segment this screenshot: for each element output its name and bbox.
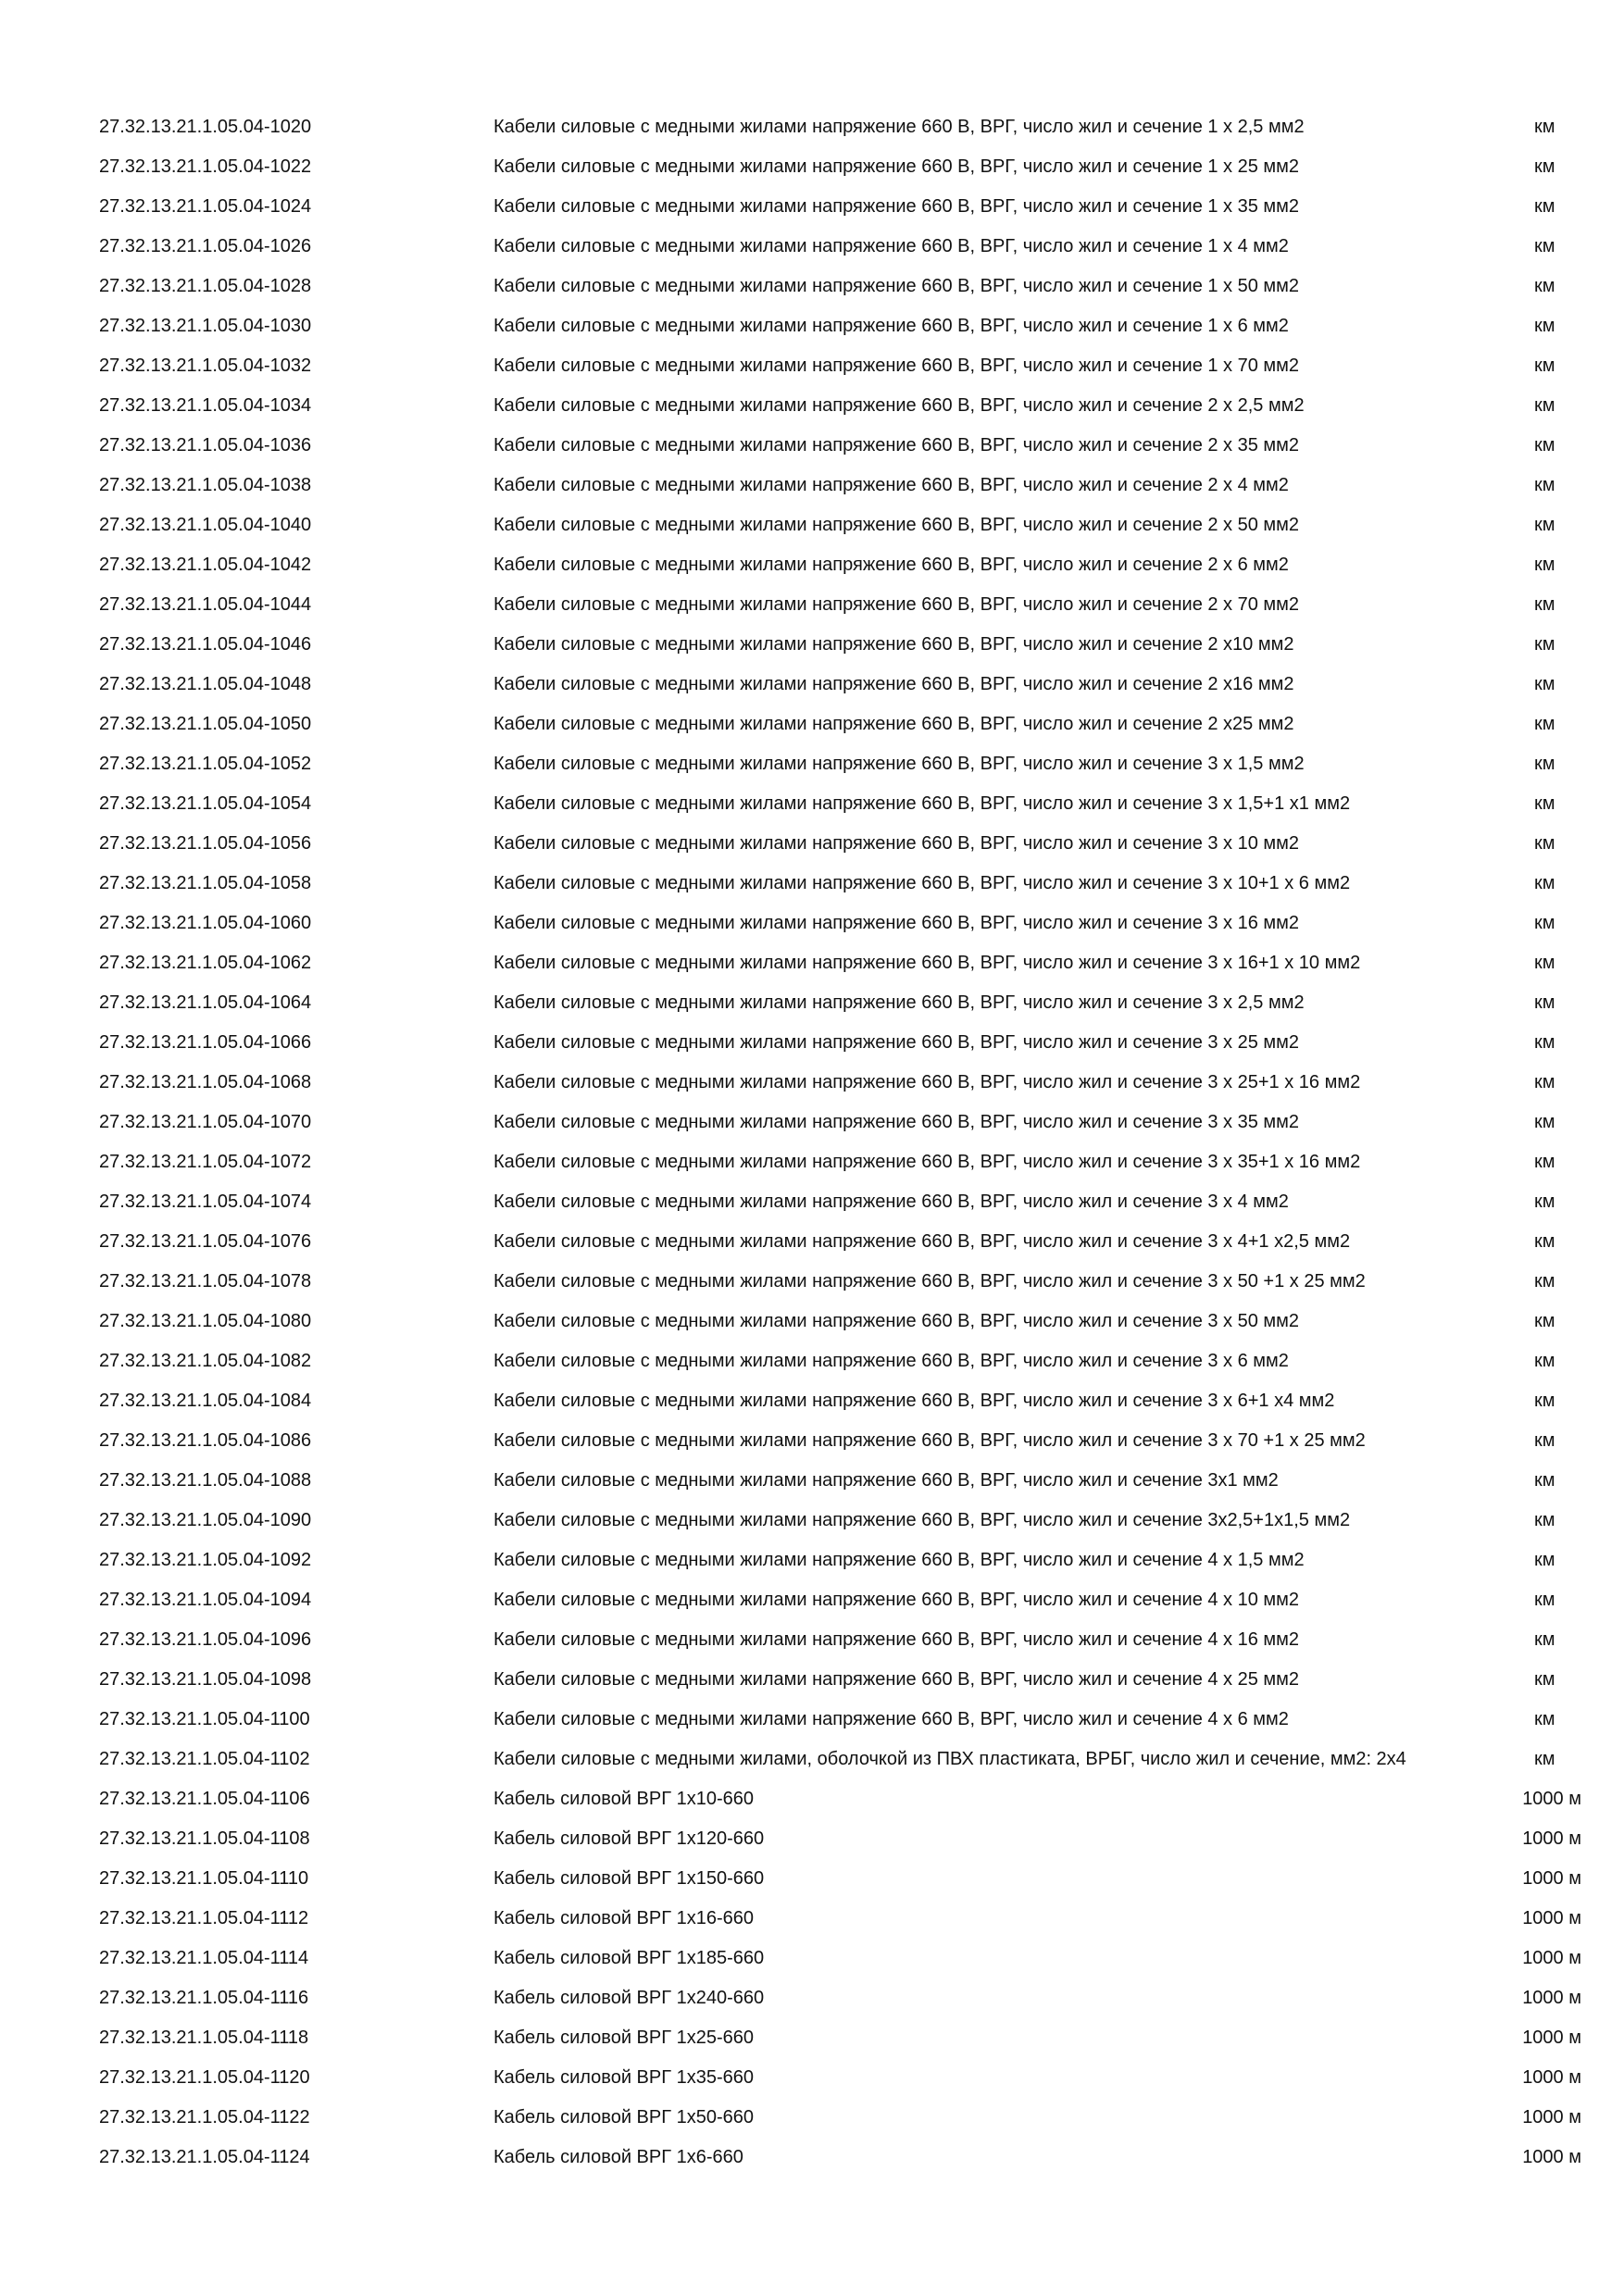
resource-code: 27.32.13.21.1.05.04-1096 [99,1628,312,1650]
resource-code: 27.32.13.21.1.05.04-1068 [99,1071,312,1092]
resource-code: 27.32.13.21.1.05.04-1118 [99,2027,309,2048]
table-row [0,1540,1624,1579]
unit-of-measure: км [1534,1469,1555,1491]
resource-code: 27.32.13.21.1.05.04-1092 [99,1549,312,1570]
table-row [0,2017,1624,2057]
resource-description: Кабель силовой ВРГ 1х25-660 [493,2027,755,2048]
unit-of-measure: км [1534,275,1555,296]
table-row [0,1858,1624,1898]
resource-code: 27.32.13.21.1.05.04-1094 [99,1589,312,1610]
table-row [0,982,1624,1022]
resource-description: Кабели силовые с медными жилами напряжение 660 В, ВРГ, число жил и сечение 3х1 мм2 [493,1469,1279,1491]
resource-description: Кабели силовые с медными жилами напряжение 660 В, ВРГ, число жил и сечение 2 х 70 мм2 [493,593,1300,615]
resource-code: 27.32.13.21.1.05.04-1116 [99,1987,309,2008]
resource-code: 27.32.13.21.1.05.04-1070 [99,1111,312,1132]
resource-description: Кабели силовые с медными жилами напряжение 660 В, ВРГ, число жил и сечение 3 х 70 +1 х 25 мм2 [493,1429,1366,1451]
resource-description: Кабель силовой ВРГ 1х6-660 [493,2146,743,2167]
table-row [0,664,1624,704]
table-row [0,1420,1624,1460]
unit-of-measure: км [1534,673,1555,694]
resource-description: Кабели силовые с медными жилами напряжение 660 В, ВРГ, число жил и сечение 2 х 6 мм2 [493,554,1289,575]
table-row [0,1380,1624,1420]
resource-code: 27.32.13.21.1.05.04-1044 [99,593,312,615]
resource-code: 27.32.13.21.1.05.04-1078 [99,1270,312,1292]
unit-of-measure: км [1534,1111,1555,1132]
resource-code: 27.32.13.21.1.05.04-1090 [99,1509,312,1530]
table-row [0,1500,1624,1540]
resource-description: Кабели силовые с медными жилами напряжение 660 В, ВРГ, число жил и сечение 4 х 10 мм2 [493,1589,1300,1610]
table-row [0,942,1624,982]
table-row [0,465,1624,505]
resource-code: 27.32.13.21.1.05.04-1064 [99,992,312,1013]
unit-of-measure: 1000 м [1522,2066,1581,2088]
unit-of-measure: км [1534,554,1555,575]
resource-code: 27.32.13.21.1.05.04-1020 [99,116,312,137]
resource-description: Кабели силовые с медными жилами напряжение 660 В, ВРГ, число жил и сечение 3 х 1,5 мм2 [493,753,1305,774]
table-row [0,425,1624,465]
resource-code: 27.32.13.21.1.05.04-1058 [99,872,312,893]
unit-of-measure: км [1534,1429,1555,1451]
resource-description: Кабели силовые с медными жилами напряжение 660 В, ВРГ, число жил и сечение 2 х 50 мм2 [493,514,1300,535]
table-row [0,385,1624,425]
table-row [0,1022,1624,1062]
table-row [0,863,1624,903]
resource-description: Кабели силовые с медными жилами напряжение 660 В, ВРГ, число жил и сечение 3 х 10 мм2 [493,832,1300,854]
resource-code: 27.32.13.21.1.05.04-1108 [99,1828,310,1849]
unit-of-measure: 1000 м [1522,1867,1581,1889]
unit-of-measure: км [1534,1628,1555,1650]
table-row [0,186,1624,226]
resource-code: 27.32.13.21.1.05.04-1120 [99,2066,310,2088]
table-row [0,1978,1624,2017]
table-row [0,1301,1624,1341]
resource-description: Кабели силовые с медными жилами напряжение 660 В, ВРГ, число жил и сечение 3 х 10+1 х 6 мм2 [493,872,1351,893]
unit-of-measure: 1000 м [1522,1987,1581,2008]
unit-of-measure: км [1534,1708,1555,1729]
resource-description: Кабели силовые с медными жилами напряжение 660 В, ВРГ, число жил и сечение 4 х 16 мм2 [493,1628,1300,1650]
resource-code: 27.32.13.21.1.05.04-1080 [99,1310,312,1331]
table-row [0,903,1624,942]
unit-of-measure: км [1534,1350,1555,1371]
resource-code: 27.32.13.21.1.05.04-1050 [99,713,312,734]
unit-of-measure: км [1534,1390,1555,1411]
resource-description: Кабели силовые с медными жилами напряжение 660 В, ВРГ, число жил и сечение 1 х 6 мм2 [493,315,1289,336]
unit-of-measure: 1000 м [1522,2106,1581,2128]
table-row [0,1062,1624,1102]
resource-description: Кабели силовые с медными жилами напряжение 660 В, ВРГ, число жил и сечение 2 х10 мм2 [493,633,1294,655]
unit-of-measure: км [1534,1071,1555,1092]
unit-of-measure: км [1534,633,1555,655]
resource-description: Кабели силовые с медными жилами напряжение 660 В, ВРГ, число жил и сечение 3 х 1,5+1 х1 мм2 [493,792,1351,814]
resource-code: 27.32.13.21.1.05.04-1042 [99,554,312,575]
table-row [0,584,1624,624]
unit-of-measure: км [1534,1151,1555,1172]
resource-code: 27.32.13.21.1.05.04-1112 [99,1907,309,1928]
resource-description: Кабели силовые с медными жилами напряжение 660 В, ВРГ, число жил и сечение 1 х 4 мм2 [493,235,1289,256]
resource-description: Кабель силовой ВРГ 1х185-660 [493,1947,765,1968]
resource-description: Кабели силовые с медными жилами, оболочкой из ПВХ пластиката, ВРБГ, число жил и сечение, мм2: 2х4 [493,1748,1406,1769]
resource-code: 27.32.13.21.1.05.04-1110 [99,1867,309,1889]
unit-of-measure: км [1534,912,1555,933]
resource-description: Кабели силовые с медными жилами напряжение 660 В, ВРГ, число жил и сечение 2 х 4 мм2 [493,474,1289,495]
unit-of-measure: км [1534,832,1555,854]
table-row [0,1102,1624,1142]
resource-code: 27.32.13.21.1.05.04-1072 [99,1151,312,1172]
resource-code: 27.32.13.21.1.05.04-1022 [99,156,312,177]
table-row [0,1181,1624,1221]
resource-description: Кабели силовые с медными жилами напряжение 660 В, ВРГ, число жил и сечение 3 х 2,5 мм2 [493,992,1305,1013]
unit-of-measure: км [1534,474,1555,495]
unit-of-measure: км [1534,394,1555,416]
table-row [0,345,1624,385]
resource-description: Кабели силовые с медными жилами напряжение 660 В, ВРГ, число жил и сечение 3 х 50 мм2 [493,1310,1300,1331]
resource-code: 27.32.13.21.1.05.04-1100 [99,1708,310,1729]
resource-description: Кабель силовой ВРГ 1х50-660 [493,2106,755,2128]
table-row [0,106,1624,146]
resource-description: Кабель силовой ВРГ 1х16-660 [493,1907,755,1928]
table-row [0,1898,1624,1938]
resource-description: Кабели силовые с медными жилами напряжение 660 В, ВРГ, число жил и сечение 4 х 1,5 мм2 [493,1549,1305,1570]
resource-description: Кабели силовые с медными жилами напряжение 660 В, ВРГ, число жил и сечение 1 х 70 мм2 [493,355,1300,376]
unit-of-measure: км [1534,593,1555,615]
resource-description: Кабели силовые с медными жилами напряжение 660 В, ВРГ, число жил и сечение 3 х 6 мм2 [493,1350,1289,1371]
resource-description: Кабели силовые с медными жилами напряжение 660 В, ВРГ, число жил и сечение 3 х 16 мм2 [493,912,1300,933]
resource-code: 27.32.13.21.1.05.04-1122 [99,2106,310,2128]
table-row [0,1778,1624,1818]
table-row [0,1142,1624,1181]
resource-code: 27.32.13.21.1.05.04-1028 [99,275,312,296]
resource-description: Кабель силовой ВРГ 1х240-660 [493,1987,765,2008]
table-row [0,505,1624,544]
resource-code: 27.32.13.21.1.05.04-1046 [99,633,312,655]
unit-of-measure: км [1534,1668,1555,1690]
unit-of-measure: км [1534,434,1555,455]
table-row [0,743,1624,783]
resource-code: 27.32.13.21.1.05.04-1066 [99,1031,312,1053]
resource-description: Кабель силовой ВРГ 1х35-660 [493,2066,755,2088]
resource-code: 27.32.13.21.1.05.04-1114 [99,1947,309,1968]
unit-of-measure: км [1534,1549,1555,1570]
resource-code: 27.32.13.21.1.05.04-1084 [99,1390,312,1411]
unit-of-measure: 1000 м [1522,2027,1581,2048]
unit-of-measure: км [1534,1191,1555,1212]
resource-description: Кабель силовой ВРГ 1х150-660 [493,1867,765,1889]
unit-of-measure: 1000 м [1522,1788,1581,1809]
unit-of-measure: 1000 м [1522,1907,1581,1928]
unit-of-measure: км [1534,355,1555,376]
unit-of-measure: км [1534,195,1555,217]
resource-description: Кабели силовые с медными жилами напряжение 660 В, ВРГ, число жил и сечение 2 х 35 мм2 [493,434,1300,455]
table-row [0,266,1624,306]
resource-description: Кабели силовые с медными жилами напряжение 660 В, ВРГ, число жил и сечение 2 х25 мм2 [493,713,1294,734]
unit-of-measure: км [1534,1748,1555,1769]
table-row [0,1818,1624,1858]
unit-of-measure: км [1534,315,1555,336]
table-row [0,146,1624,186]
unit-of-measure: км [1534,713,1555,734]
unit-of-measure: км [1534,792,1555,814]
resource-code: 27.32.13.21.1.05.04-1098 [99,1668,312,1690]
resource-code: 27.32.13.21.1.05.04-1038 [99,474,312,495]
table-row [0,2097,1624,2137]
resource-description: Кабели силовые с медными жилами напряжение 660 В, ВРГ, число жил и сечение 3 х 35 мм2 [493,1111,1300,1132]
resource-code: 27.32.13.21.1.05.04-1082 [99,1350,312,1371]
resource-code: 27.32.13.21.1.05.04-1074 [99,1191,312,1212]
resource-code: 27.32.13.21.1.05.04-1054 [99,792,312,814]
unit-of-measure: км [1534,952,1555,973]
resource-code: 27.32.13.21.1.05.04-1048 [99,673,312,694]
table-row [0,1619,1624,1659]
resource-description: Кабели силовые с медными жилами напряжение 660 В, ВРГ, число жил и сечение 3 х 25 мм2 [493,1031,1300,1053]
unit-of-measure: км [1534,1031,1555,1053]
table-row [0,2137,1624,2177]
table-row [0,624,1624,664]
resource-description: Кабели силовые с медными жилами напряжение 660 В, ВРГ, число жил и сечение 3 х 50 +1 х 25 мм2 [493,1270,1366,1292]
resource-description: Кабели силовые с медными жилами напряжение 660 В, ВРГ, число жил и сечение 4 х 25 мм2 [493,1668,1300,1690]
table-row [0,1739,1624,1778]
resource-code: 27.32.13.21.1.05.04-1024 [99,195,312,217]
table-row [0,783,1624,823]
table-row [0,544,1624,584]
resource-code: 27.32.13.21.1.05.04-1036 [99,434,312,455]
resource-description: Кабели силовые с медными жилами напряжение 660 В, ВРГ, число жил и сечение 3х2,5+1х1,5 мм2 [493,1509,1351,1530]
resource-code: 27.32.13.21.1.05.04-1040 [99,514,312,535]
unit-of-measure: 1000 м [1522,1828,1581,1849]
resource-code: 27.32.13.21.1.05.04-1062 [99,952,312,973]
unit-of-measure: 1000 м [1522,1947,1581,1968]
resource-description: Кабели силовые с медными жилами напряжение 660 В, ВРГ, число жил и сечение 3 х 4+1 х2,5 мм2 [493,1230,1351,1252]
table-row [0,1460,1624,1500]
unit-of-measure: км [1534,753,1555,774]
resource-description: Кабели силовые с медными жилами напряжение 660 В, ВРГ, число жил и сечение 1 х 25 мм2 [493,156,1300,177]
unit-of-measure: км [1534,872,1555,893]
resource-description: Кабели силовые с медными жилами напряжение 660 В, ВРГ, число жил и сечение 3 х 16+1 х 10 мм2 [493,952,1361,973]
unit-of-measure: км [1534,992,1555,1013]
resource-code: 27.32.13.21.1.05.04-1060 [99,912,312,933]
resource-code: 27.32.13.21.1.05.04-1052 [99,753,312,774]
resource-description: Кабели силовые с медными жилами напряжение 660 В, ВРГ, число жил и сечение 1 х 50 мм2 [493,275,1300,296]
unit-of-measure: км [1534,116,1555,137]
resource-code: 27.32.13.21.1.05.04-1076 [99,1230,312,1252]
table-row [0,1699,1624,1739]
unit-of-measure: км [1534,1509,1555,1530]
table-row [0,1938,1624,1978]
table-row [0,2057,1624,2097]
resource-code: 27.32.13.21.1.05.04-1102 [99,1748,310,1769]
table-row [0,1659,1624,1699]
resource-code: 27.32.13.21.1.05.04-1106 [99,1788,310,1809]
resource-code: 27.32.13.21.1.05.04-1056 [99,832,312,854]
table-row [0,823,1624,863]
resource-description: Кабели силовые с медными жилами напряжение 660 В, ВРГ, число жил и сечение 3 х 25+1 х 16 мм2 [493,1071,1361,1092]
unit-of-measure: км [1534,1589,1555,1610]
resource-code: 27.32.13.21.1.05.04-1034 [99,394,312,416]
resource-description: Кабель силовой ВРГ 1х10-660 [493,1788,755,1809]
unit-of-measure: 1000 м [1522,2146,1581,2167]
table-row [0,704,1624,743]
resource-code: 27.32.13.21.1.05.04-1088 [99,1469,312,1491]
table-row [0,1221,1624,1261]
resource-description: Кабели силовые с медными жилами напряжение 660 В, ВРГ, число жил и сечение 3 х 4 мм2 [493,1191,1289,1212]
resource-description: Кабели силовые с медными жилами напряжение 660 В, ВРГ, число жил и сечение 2 х 2,5 мм2 [493,394,1305,416]
resource-description: Кабели силовые с медными жилами напряжение 660 В, ВРГ, число жил и сечение 3 х 35+1 х 16 мм2 [493,1151,1361,1172]
resource-code: 27.32.13.21.1.05.04-1030 [99,315,312,336]
table-row [0,226,1624,266]
table-row [0,1341,1624,1380]
resource-description: Кабели силовые с медными жилами напряжение 660 В, ВРГ, число жил и сечение 3 х 6+1 х4 мм2 [493,1390,1335,1411]
unit-of-measure: км [1534,514,1555,535]
resource-code: 27.32.13.21.1.05.04-1086 [99,1429,312,1451]
unit-of-measure: км [1534,1310,1555,1331]
unit-of-measure: км [1534,1270,1555,1292]
price-list-table [0,106,1624,2177]
resource-description: Кабели силовые с медными жилами напряжение 660 В, ВРГ, число жил и сечение 1 х 35 мм2 [493,195,1300,217]
table-row [0,1261,1624,1301]
unit-of-measure: км [1534,1230,1555,1252]
resource-code: 27.32.13.21.1.05.04-1032 [99,355,312,376]
resource-description: Кабели силовые с медными жилами напряжение 660 В, ВРГ, число жил и сечение 1 х 2,5 мм2 [493,116,1305,137]
resource-code: 27.32.13.21.1.05.04-1124 [99,2146,310,2167]
table-row [0,306,1624,345]
resource-description: Кабели силовые с медными жилами напряжение 660 В, ВРГ, число жил и сечение 4 х 6 мм2 [493,1708,1289,1729]
unit-of-measure: км [1534,156,1555,177]
table-row [0,1579,1624,1619]
unit-of-measure: км [1534,235,1555,256]
resource-description: Кабель силовой ВРГ 1х120-660 [493,1828,765,1849]
resource-code: 27.32.13.21.1.05.04-1026 [99,235,312,256]
resource-description: Кабели силовые с медными жилами напряжение 660 В, ВРГ, число жил и сечение 2 х16 мм2 [493,673,1294,694]
